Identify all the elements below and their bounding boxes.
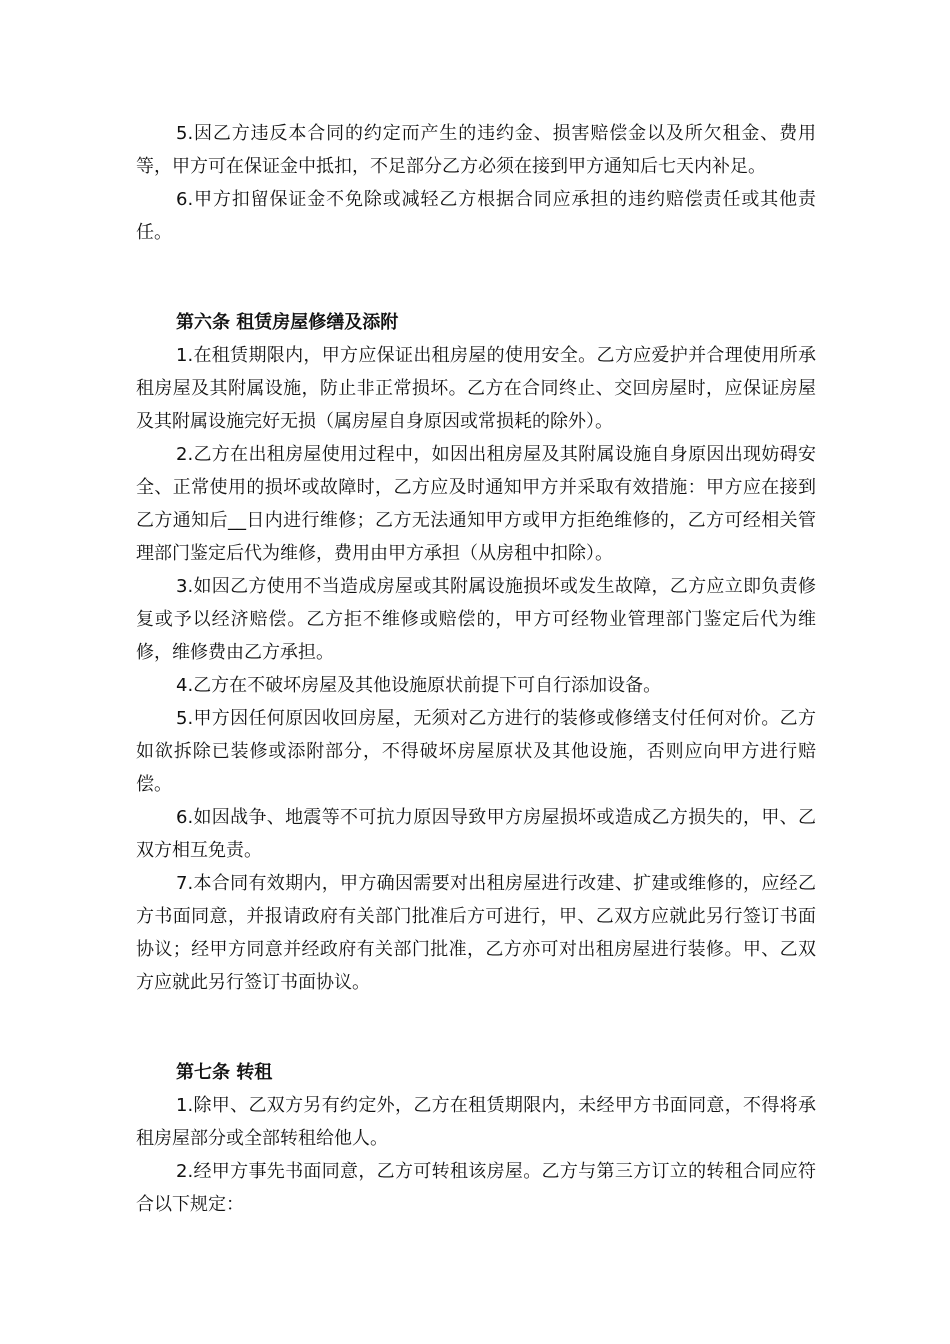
clause-6-6: 6.如因战争、地震等不可抗力原因导致甲方房屋损坏或造成乙方损失的，甲、乙双方相互免责。 bbox=[136, 807, 816, 861]
clause-6-5: 5.甲方因任何原因收回房屋，无须对乙方进行的装修或修缮支付任何对价。乙方如欲拆除已装修或添附部分，不得破坏房屋原状及其他设施，否则应向甲方进行赔偿。 bbox=[136, 708, 816, 795]
clause-6-4: 4.乙方在不破坏房屋及其他设施原状前提下可自行添加设备。 bbox=[176, 675, 662, 696]
clause-6-7: 7.本合同有效期内，甲方确因需要对出租房屋进行改建、扩建或维修的，应经乙方书面同意，并报请政府有关部门批准后方可进行，甲、乙双方应就此另行签订书面协议；经甲方同意并经政府有关部门批准，乙方亦可对出租房屋进行装修。甲、乙双方应就此另行签订书面协议。 bbox=[136, 873, 816, 993]
clause-6-3: 3.如因乙方使用不当造成房屋或其附属设施损坏或发生故障，乙方应立即负责修复或予以经济赔偿。乙方拒不维修或赔偿的，甲方可经物业管理部门鉴定后代为维修，维修费由乙方承担。 bbox=[136, 576, 816, 663]
section-gap bbox=[136, 249, 816, 306]
clause-6-1: 1.在租赁期限内，甲方应保证出租房屋的使用安全。乙方应爱护并合理使用所承租房屋及其附属设施，防止非正常损坏。乙方在合同终止、交回房屋时，应保证房屋及其附属设施完好无损（属房屋自身原因或常损耗的除外）。 bbox=[136, 345, 816, 432]
clause-6-2: 2.乙方在出租房屋使用过程中，如因出租房屋及其附属设施自身原因出现妨碍安全、正常使用的损坏或故障时，乙方应及时通知甲方并采取有效措施：甲方应在接到乙方通知后__日内进行维修；乙方无法通知甲方或甲方拒绝维修的，乙方可经相关管理部门鉴定后代为维修，费用由甲方承担（从房租中扣除）。 bbox=[136, 444, 816, 564]
clause-5-6: 6.甲方扣留保证金不免除或减轻乙方根据合同应承担的违约赔偿责任或其他责任。 bbox=[136, 189, 816, 243]
section-gap bbox=[136, 999, 816, 1056]
clause-5-5: 5.因乙方违反本合同的约定而产生的违约金、损害赔偿金以及所欠租金、费用等，甲方可在保证金中抵扣，不足部分乙方必须在接到甲方通知后七天内补足。 bbox=[136, 123, 816, 177]
clause-7-2: 2.经甲方事先书面同意，乙方可转租该房屋。乙方与第三方订立的转租合同应符合以下规定： bbox=[136, 1161, 816, 1215]
document-page bbox=[136, 117, 816, 1221]
section-6-heading: 第六条 租赁房屋修缮及添附 bbox=[176, 312, 399, 333]
clause-7-1: 1.除甲、乙双方另有约定外，乙方在租赁期限内，未经甲方书面同意，不得将承租房屋部分或全部转租给他人。 bbox=[136, 1095, 816, 1149]
section-7-heading: 第七条 转租 bbox=[176, 1062, 273, 1083]
